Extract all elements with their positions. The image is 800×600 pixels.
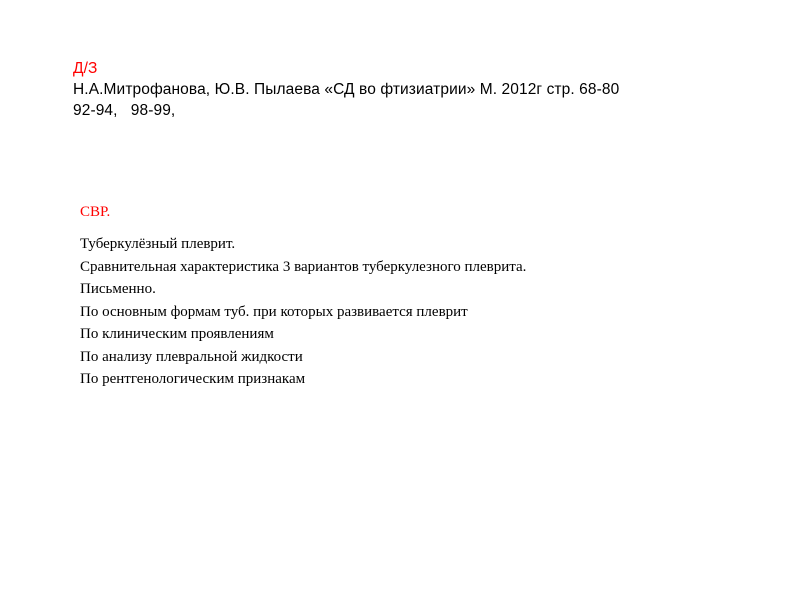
srw-line: По основным формам туб. при которых развивается плеврит <box>80 303 468 320</box>
srw-line: По анализу плевральной жидкости <box>80 348 303 365</box>
homework-heading: Д/З <box>73 60 98 77</box>
homework-block <box>73 58 773 121</box>
srw-heading: СВР. <box>80 204 111 220</box>
srw-block <box>80 202 760 391</box>
srw-line: Туберкулёзный плеврит. <box>80 236 236 252</box>
srw-line: По клиническим проявлениям <box>80 326 274 342</box>
homework-pages: 92-94, 98-99, <box>73 102 176 119</box>
srw-line: Сравнительная характеристика 3 вариантов туберкулезного плеврита. <box>80 258 527 275</box>
srw-line: По рентгенологическим признакам <box>80 371 306 387</box>
srw-line: Письменно. <box>80 281 156 297</box>
homework-reference: Н.А.Митрофанова, Ю.В. Пылаева «СД во фтизиатрии» М. 2012г стр. 68-80 <box>73 81 620 98</box>
